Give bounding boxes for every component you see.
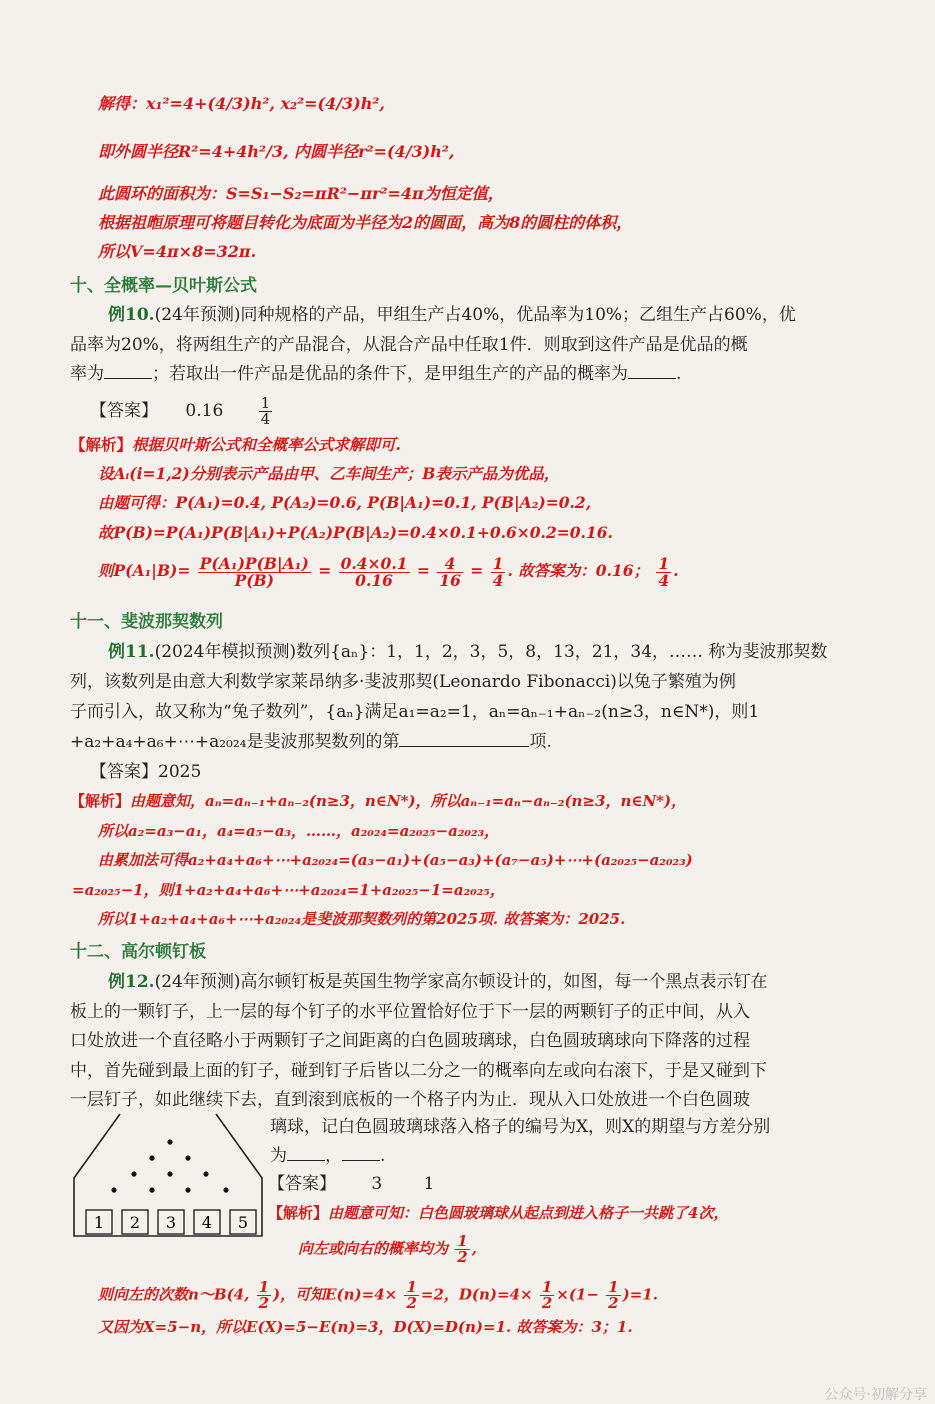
example-10-line-3 bbox=[70, 364, 681, 384]
example-12-line-6: 璃球，记白色圆玻璃球落入格子的编号为X，则X的期望与方差分别 bbox=[270, 1117, 771, 1137]
bayes-fraction: $\frac{\text{P(A₁)P(B|A₁)}}{P(B)}$ bbox=[199, 554, 309, 590]
top-solution-line-4: 根据祖暅原理可将题目转化为底面为半径为2的圆面，高为8的圆柱的体积， bbox=[98, 213, 633, 232]
section-12-title: 十二、高尔顿钉板 bbox=[70, 942, 206, 962]
solution-10-line-3: 由题可得：P(A₁)=0.4, P(A₂)=0.6, P(B|A₁)=0.1, P(B|A₂)=0.2, bbox=[98, 493, 592, 512]
example-12-line-1: 例12.(24年预测)高尔顿钉板是英国生物学家高尔顿设计的，如图，每一个黑点表示钉在 bbox=[108, 972, 768, 992]
example-10-text-1: (24年预测)同种规格的产品，甲组生产占40%，优品率为10%；乙组生产占60%，优 bbox=[154, 305, 796, 325]
answer-label: 【答案】 bbox=[90, 401, 158, 421]
peg bbox=[223, 1187, 228, 1192]
galton-board-diagram bbox=[70, 1108, 265, 1243]
top-solution-line-2: 即外圆半径R²=4+4h²/3, 内圆半径r²=(4/3)h², bbox=[98, 142, 455, 161]
section-10-title: 十、全概率—贝叶斯公式 bbox=[70, 276, 257, 296]
example-12-line-7: 为 ， . bbox=[270, 1146, 386, 1166]
solution-12-line-3: 则向左的次数n～B(4, $\frac{1}{2}$ )，可知E(n)=4× $\frac{1}{2}$ =2，D(n)=4× $\frac{1}{2}$ ×(1− $\frac{1}{2}$ )=1. bbox=[98, 1278, 658, 1312]
answer-blank-2 bbox=[628, 364, 676, 379]
example-10-text-3c: . bbox=[676, 364, 682, 384]
section-11-title: 十一、斐波那契数列 bbox=[70, 612, 223, 632]
slot-label: 3 bbox=[165, 1213, 177, 1232]
solution-10-line-4: 故P(B)=P(A₁)P(B|A₁)+P(A₂)P(B|A₂)=0.4×0.1+0.6×0.2=0.16. bbox=[98, 523, 613, 542]
solution-11-line-2: 所以a₂=a₃−a₁，a₄=a₅−a₃，……，a₂₀₂₄=a₂₀₂₅−a₂₀₂₃， bbox=[98, 822, 500, 840]
example-11-line-2: 列，该数列是由意大利数学家莱昂纳多·斐波那契(Leonardo Fibonacci)以兔子繁殖为例 bbox=[70, 672, 736, 692]
example-12-line-3: 口处放进一个直径略小于两颗钉子之间距离的白色圆玻璃球，白色圆玻璃球向下降落的过程 bbox=[70, 1031, 750, 1051]
slot-label: 1 bbox=[93, 1213, 105, 1232]
solution-11-line-5: 所以1+a₂+a₄+a₆+⋯+a₂₀₂₄是斐波那契数列的第2025项. 故答案为：2025. bbox=[98, 910, 626, 928]
peg bbox=[111, 1187, 116, 1192]
example-12-line-5: 一层钉子，如此继续下去，直到滚到底板的一个格子内为止．现从入口处放进一个白色圆玻 bbox=[70, 1090, 750, 1110]
example-11-label: 例11. bbox=[108, 642, 155, 662]
peg bbox=[203, 1171, 208, 1176]
solution-tag: 【解析】 bbox=[70, 435, 133, 454]
solution-10-line-1: 【解析】根据贝叶斯公式和全概率公式求解即可. bbox=[70, 435, 401, 454]
example-11-line-1: 例11.(2024年模拟预测)数列{aₙ}：1，1，2，3，5，8，13，21，34，…… 称为斐波那契数 bbox=[108, 642, 828, 662]
peg bbox=[185, 1187, 190, 1192]
solution-12-line-4: 又因为X=5−n，所以E(X)=5−E(n)=3，D(X)=D(n)=1. 故答案为：3；1. bbox=[98, 1318, 633, 1336]
solution-11-line-3: 由累加法可得a₂+a₄+a₆+⋯+a₂₀₂₄=(a₃−a₁)+(a₅−a₃)+(a₇−a₅)+⋯+(a₂₀₂₅−a₂₀₂₃) bbox=[98, 851, 693, 869]
solution-12-line-1: 【解析】由题意可知：白色圆玻璃球从起点到进入格子一共跳了4次， bbox=[268, 1204, 729, 1222]
example-10-text-3b: ；若取出一件产品是优品的条件下，是甲组生产的产品的概率为 bbox=[152, 364, 628, 384]
example-10-line-2: 品率为20%，将两组生产的产品混合，从混合产品中任取1件．则取到这件产品是优品的概 bbox=[70, 335, 748, 355]
example-12-line-4: 中，首先碰到最上面的钉子，碰到钉子后皆以二分之一的概率向左或向右滚下，于是又碰到下 bbox=[70, 1061, 767, 1081]
final-quarter: $\frac{1}{4}$ bbox=[658, 554, 670, 590]
example-12-line-2: 板上的一颗钉子，上一层的每个钉子的水平位置恰好位于下一层的两颗钉子的正中间，从入 bbox=[70, 1002, 750, 1022]
example-10-text-3a: 率为 bbox=[70, 364, 104, 384]
solution-10-line-5: 则P(A₁|B)= $\frac{\text{P(A₁)P(B|A₁)}}{P(B)}$ = $\frac{0.4\times 0.1}{0.16}$ = $\frac{4}{16}$ = $\frac{1}{4}$ . 故答案为：0.16； $\frac{1}{4}$ . bbox=[98, 554, 679, 590]
solution-10-line-2: 设Aᵢ(i=1,2)分别表示产品由甲、乙车间生产；B表示产品为优品， bbox=[98, 464, 560, 483]
slot-label: 4 bbox=[201, 1213, 213, 1232]
value-fraction: $\frac{0.4\times 0.1}{0.16}$ bbox=[340, 554, 408, 590]
peg bbox=[149, 1155, 154, 1160]
example-10-line-1 bbox=[108, 305, 796, 325]
watermark: 公众号·初解分享 bbox=[824, 1387, 927, 1403]
top-solution-line-5: 所以V=4π×8=32π. bbox=[98, 242, 257, 261]
example-12-label: 例12. bbox=[108, 972, 155, 992]
answer-blank-12a bbox=[287, 1146, 325, 1161]
solution-11-line-1: 【解析】由题意知，aₙ=aₙ₋₁+aₙ₋₂(n≥3，n∈N*)，所以aₙ₋₁=aₙ−aₙ₋₂(n≥3，n∈N*)， bbox=[70, 792, 687, 810]
four-sixteenths: $\frac{4}{16}$ bbox=[439, 554, 461, 590]
peg bbox=[149, 1187, 154, 1192]
answer-value-1: 0.16 bbox=[185, 401, 224, 421]
peg bbox=[185, 1155, 190, 1160]
top-solution-line-3: 此圆环的面积为：S=S₁−S₂=πR²−πr²=4π为恒定值， bbox=[98, 184, 504, 203]
slot-label: 2 bbox=[129, 1213, 141, 1232]
answer-blank-11 bbox=[399, 732, 529, 747]
half-fraction: $\frac{1}{2}$ bbox=[457, 1232, 468, 1266]
slot-label: 5 bbox=[237, 1213, 249, 1232]
example-10-label: 例10. bbox=[108, 305, 155, 325]
example-11-answer: 【答案】2025 bbox=[90, 762, 202, 782]
top-solution-line-1: 解得：x₁²=4+(4/3)h², x₂²=(4/3)h², bbox=[98, 94, 385, 113]
half-fraction: $\frac{1}{2}$ bbox=[608, 1278, 619, 1312]
peg bbox=[131, 1171, 136, 1176]
one-quarter: $\frac{1}{4}$ bbox=[492, 554, 504, 590]
example-10-answer bbox=[90, 396, 274, 427]
solution-11-line-4: =a₂₀₂₅−1，则1+a₂+a₄+a₆+⋯+a₂₀₂₄=1+a₂₀₂₅−1=a₂₀₂₅， bbox=[72, 881, 505, 899]
answer-blank-1 bbox=[104, 364, 152, 379]
solution-12-line-2: 向左或向右的概率均为 $\frac{1}{2}$ , bbox=[298, 1232, 477, 1266]
peg bbox=[167, 1139, 172, 1144]
answer-blank-12b bbox=[342, 1146, 380, 1161]
half-fraction: $\frac{1}{2}$ bbox=[406, 1278, 417, 1312]
half-fraction: $\frac{1}{2}$ bbox=[541, 1278, 553, 1312]
example-12-answer: 【答案】 3 1 bbox=[268, 1174, 435, 1194]
answer-fraction: $\frac{1}{4}$ bbox=[260, 394, 271, 428]
example-11-line-3: 子而引入，故又称为“兔子数列”，{aₙ}满足a₁=a₂=1，aₙ=aₙ₋₁+aₙ₋₂(n≥3，n∈N*)，则1 bbox=[70, 702, 760, 722]
peg bbox=[167, 1171, 172, 1176]
example-11-line-4: +a₂+a₄+a₆+⋯+a₂₀₂₄是斐波那契数列的第 项. bbox=[70, 732, 552, 752]
half-fraction: $\frac{1}{2}$ bbox=[258, 1278, 270, 1312]
